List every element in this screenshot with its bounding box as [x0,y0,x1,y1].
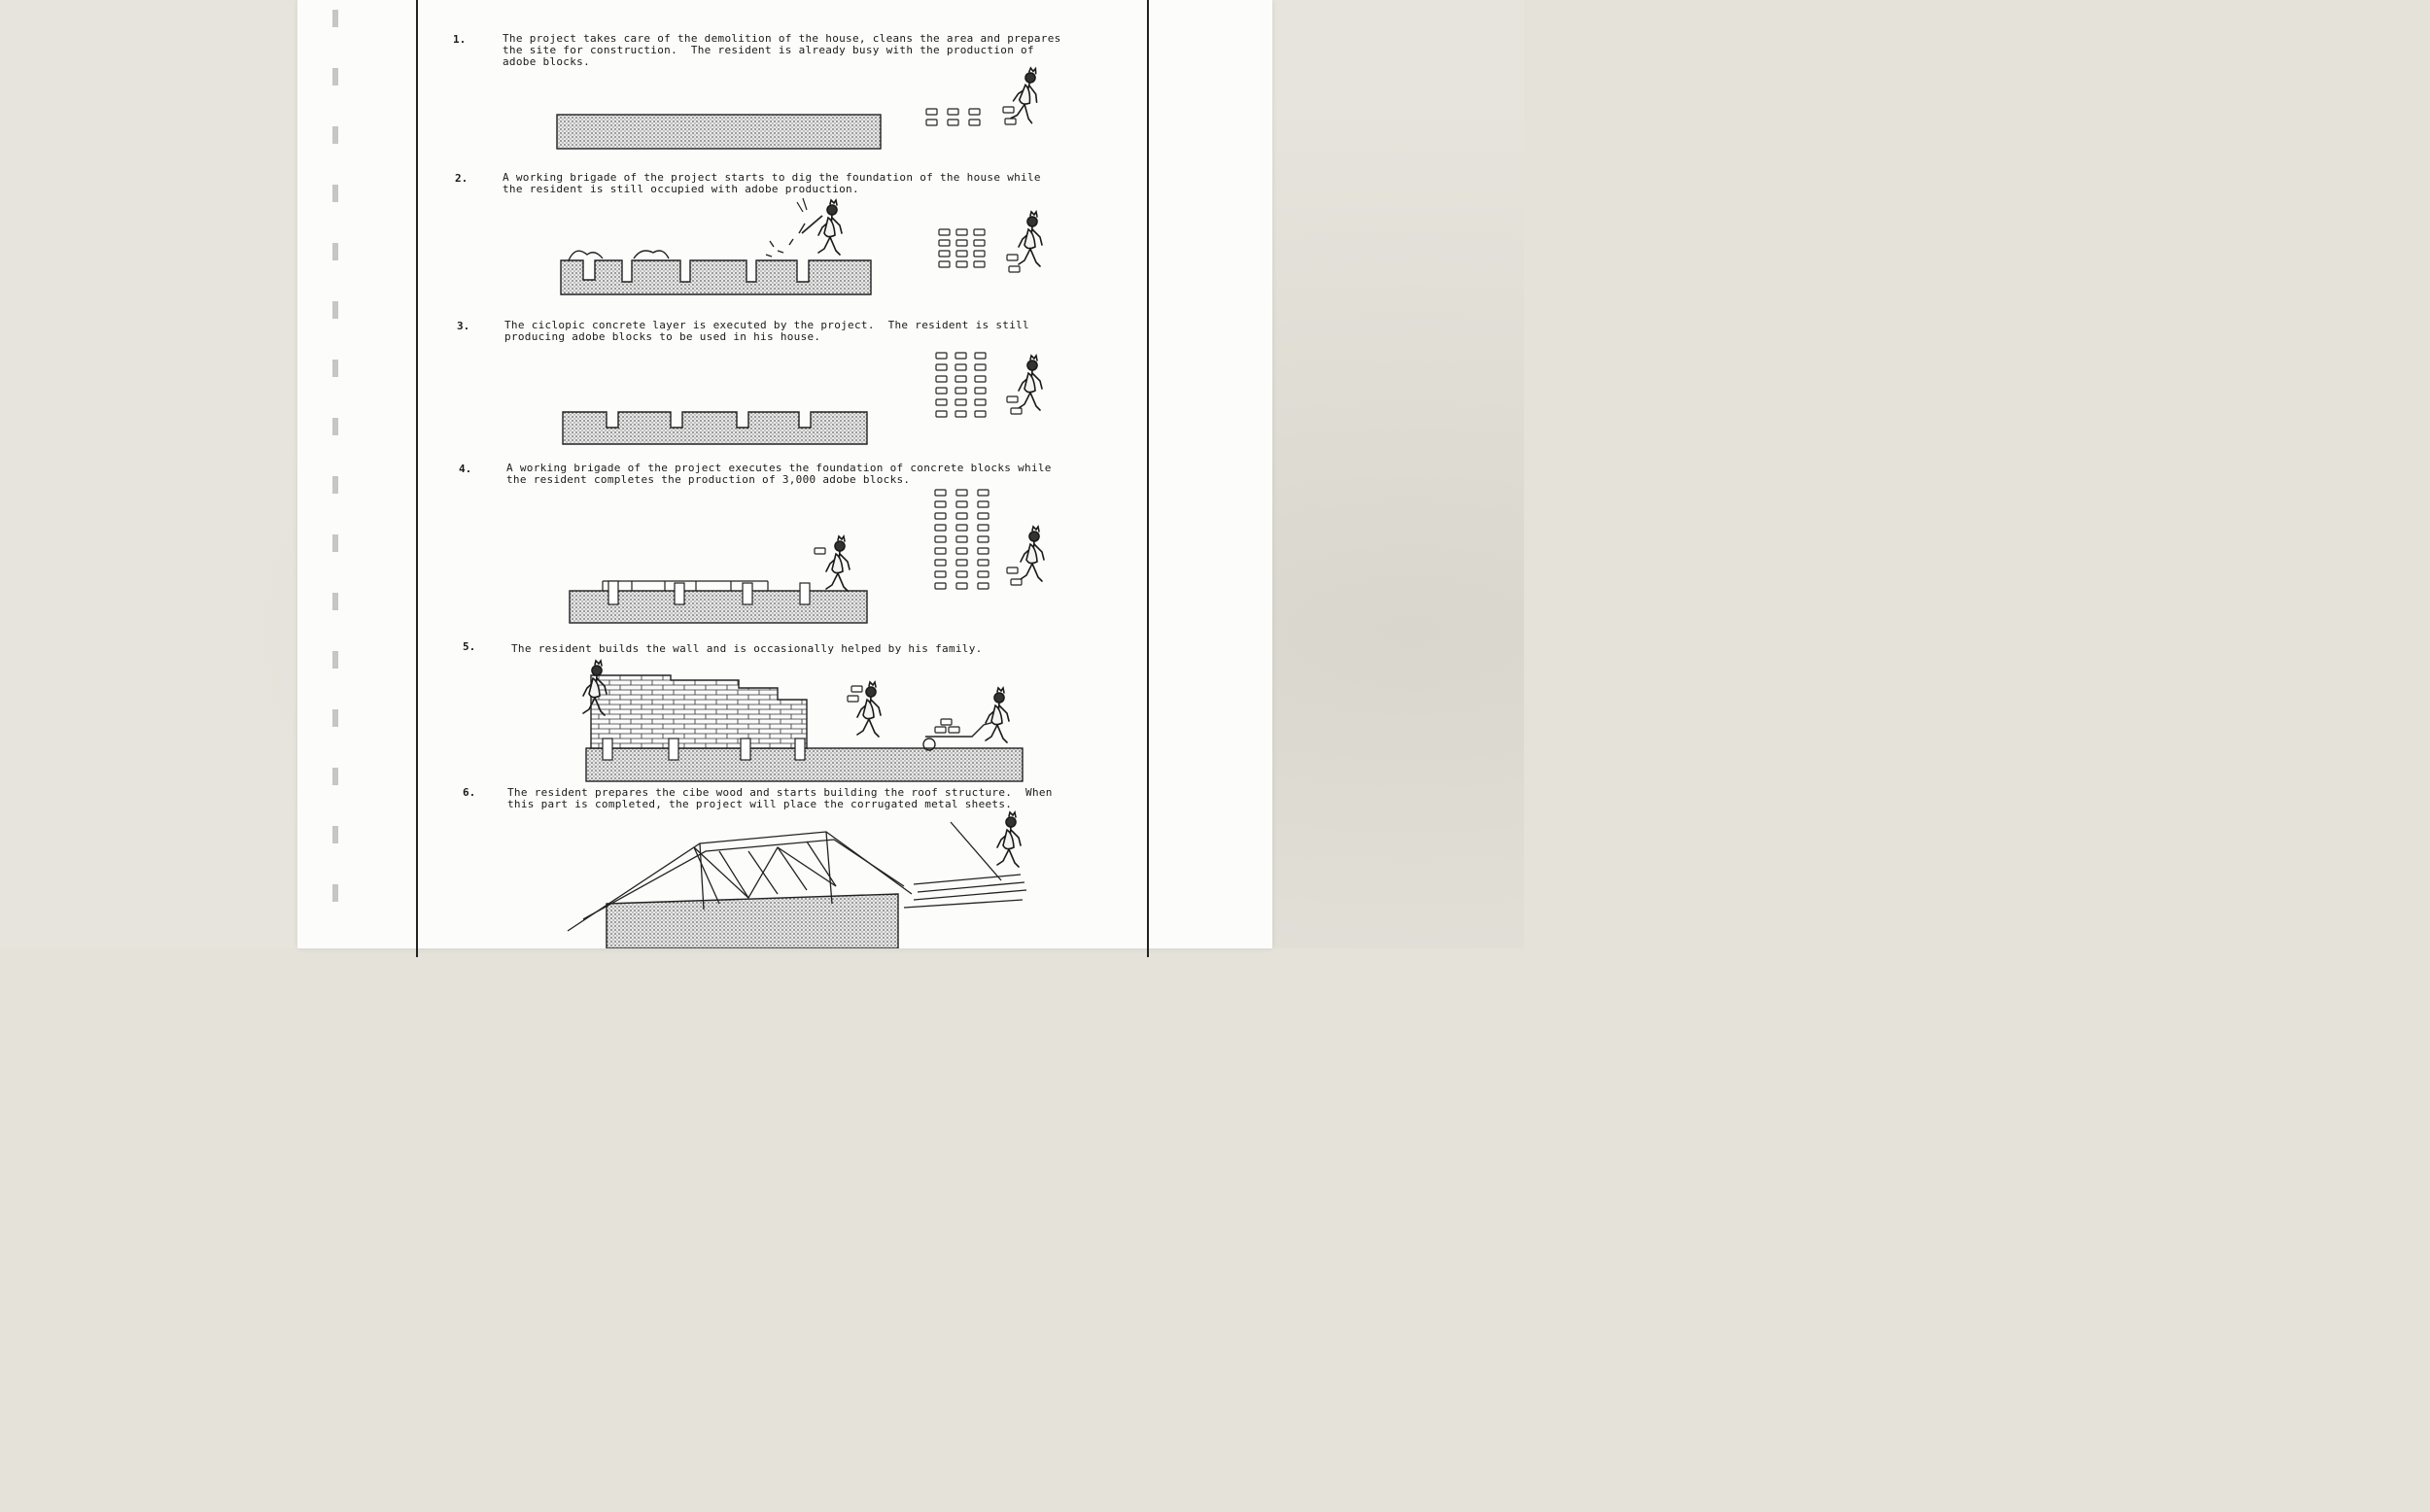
step-2-text: A working brigade of the project starts to dig the foundation of the house while the resident is still occupied with adobe production. [503,171,1048,195]
step-1-text: The project takes care of the demolition of the house, cleans the area and prepares the site for construction. The resident is already busy with the production of adobe blocks. [503,32,1068,68]
step-3-illustration [563,353,1042,444]
step-2-number: 2. [455,172,469,185]
wheelbarrow [923,719,997,750]
step-2-illustration [561,198,1042,294]
step-1-number: 1. [453,33,467,46]
step-3-text: The ciclopic concrete layer is executed by the project. The resident is still producing adobe blocks to be used in his house. [504,319,1036,343]
step-5-illustration [583,661,1023,781]
step-4-text: A working brigade of the project executes the foundation of concrete blocks while the resident completes the production of 3,000 adobe blocks. [506,462,1059,486]
step-6-text: The resident prepares the cibe wood and starts building the roof structure. When this part is completed, the project will place the corrugated metal sheets. [507,786,1059,810]
step-6-illustration [568,812,1026,948]
step-3-number: 3. [457,320,470,332]
step-4-illustration [570,490,1044,623]
adobe-blocks-4 [935,490,989,589]
adobe-blocks-2 [939,229,985,267]
adobe-blocks-1 [926,109,980,125]
step-4-number: 4. [459,463,472,475]
step-6-number: 6. [463,786,476,799]
adobe-blocks-3 [936,353,986,417]
construction-illustrations [0,0,1524,948]
step-1-illustration [557,66,1041,149]
step-5-number: 5. [463,640,476,653]
step-5-text: The resident builds the wall and is occasionally helped by his family. [511,642,983,655]
